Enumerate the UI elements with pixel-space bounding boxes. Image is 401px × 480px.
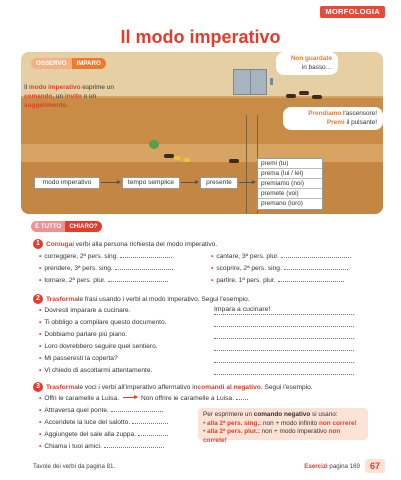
exercise-1-item[interactable]: • cantare, 3ª pers. plur. [211, 252, 351, 260]
conjugation-row: premete (voi) [258, 189, 322, 199]
answer-line[interactable]: Impara a cucinare! [214, 306, 354, 315]
exercise-3-heading: 3 Trasforma le voci i verbi all'imperativo affermativo in comandi al negativo . Segui l'esempio. [33, 382, 313, 392]
exercise-number: 2 [33, 294, 43, 304]
section-tag: MORFOLOGIA [320, 6, 385, 18]
footer-exercises-link[interactable]: Esercizi pagina 169 [304, 463, 360, 470]
exercise-3-item[interactable]: • Aggiungete del sale alla zuppa. [39, 430, 168, 438]
ant-icon [164, 154, 174, 158]
flow-box-present: presente [200, 177, 238, 189]
flow-arrow [181, 182, 198, 183]
answer-line[interactable] [214, 330, 354, 339]
exercise-1-item[interactable]: • correggere, 2ª pers. sing. [39, 252, 172, 260]
elevator-icon [233, 69, 267, 95]
exercise-2-item: • Ti obbligo a compilare questo documento. [39, 319, 167, 326]
flow-arrow [101, 182, 120, 183]
exercise-2-item: • Dovresti imparare a cucinare. [39, 307, 131, 314]
plant-icon [149, 140, 159, 149]
exercise-2-item: • Dobbiamo parlare più piano. [39, 331, 128, 338]
flow-arrow [239, 182, 255, 183]
ant-icon [286, 94, 296, 98]
ant-icon [299, 91, 309, 95]
exercise-3-item[interactable]: • Attraversa quel ponte. [39, 406, 163, 414]
ant-icon [312, 95, 322, 99]
exercise-1-item[interactable]: • scoprire, 2ª pers. sing. [211, 264, 348, 272]
answer-line[interactable] [214, 366, 354, 375]
exercise-2-item: • Loro dovrebbero seguire quel sentiero. [39, 343, 158, 350]
imparo-label: IMPARO [72, 58, 106, 69]
footer-reference: Tavole dei verbi da pagina 81. [33, 463, 116, 470]
example-answer: Non offrire le caramelle a Luisa. [140, 395, 234, 402]
exercise-1-item[interactable]: • partire, 1ª pers. plur. [211, 276, 344, 284]
speech-bubble-top: Non guardate in basso… [276, 52, 338, 75]
conjugation-row: premi (tu) [258, 159, 322, 169]
elevator-button-icon [270, 78, 273, 85]
ant-icon [229, 159, 239, 163]
exercise-3-item[interactable]: • Chiama i tuoi amici. [39, 442, 164, 450]
flow-box-tense: tempo semplice [122, 177, 180, 189]
answer-line[interactable] [214, 318, 354, 327]
illustration [21, 52, 383, 214]
explanation-text: Il modo imperativo esprime un comando, un invito o un suggerimento. [24, 84, 114, 109]
conjugation-row: premano (loro) [261, 200, 303, 207]
seed-icon [183, 158, 190, 162]
grammar-tip-box: Per esprimere un comando negativo si usano: • alla 2ª pers. sing.: non + modo infinito non correre! • alla 2ª pers. plur.: non + modo imperativo non correte! [198, 408, 368, 440]
exercise-1-item[interactable]: • tornare, 2ª pers. plur. [39, 276, 168, 284]
osservo-imparo-badge [31, 58, 106, 69]
conjugation-row: prema (lui / lei) [258, 169, 322, 179]
answer-line[interactable] [214, 354, 354, 363]
page-title: Il modo imperativo [120, 27, 281, 47]
tutto-label: È TUTTO [31, 221, 65, 232]
osservo-label: OSSERVO [31, 58, 72, 69]
exercise-1-item[interactable]: • prendere, 3ª pers. sing. [39, 264, 173, 272]
arrow-icon [123, 397, 137, 398]
flow-box-mode: modo imperativo [34, 177, 100, 189]
exercise-1-heading: 1 Coniuga i verbi alla persona richiesta del modo imperativo. [33, 239, 217, 249]
chiaro-label: CHIARO? [65, 221, 101, 232]
tutto-chiaro-badge [31, 221, 102, 232]
exercise-2-heading: 2 Trasforma le frasi usando i verbi al modo imperativo. Segui l'esempio. [33, 294, 250, 304]
exercise-number: 1 [33, 239, 43, 249]
seed-icon [174, 156, 181, 160]
conjugation-row: premiamo (noi) [258, 179, 322, 189]
exercise-number: 3 [33, 382, 43, 392]
conjugation-table [257, 158, 323, 210]
exercise-3-item: • Offri le caramelle a Luisa. Non offrire le caramelle a Luisa. [39, 394, 248, 402]
answer-line[interactable] [214, 342, 354, 351]
exercise-3-item[interactable]: • Accendete la luce del salotto. [39, 418, 168, 426]
speech-bubble-bottom: Prendiamo l'ascensore! Premi il pulsante! [283, 107, 383, 130]
exercise-2-item: • Vi chiedo di ascoltarmi attentamente. [39, 367, 153, 374]
exercise-2-item: • Mi passeresti la coperta? [39, 355, 118, 362]
page-number: 67 [365, 459, 385, 473]
